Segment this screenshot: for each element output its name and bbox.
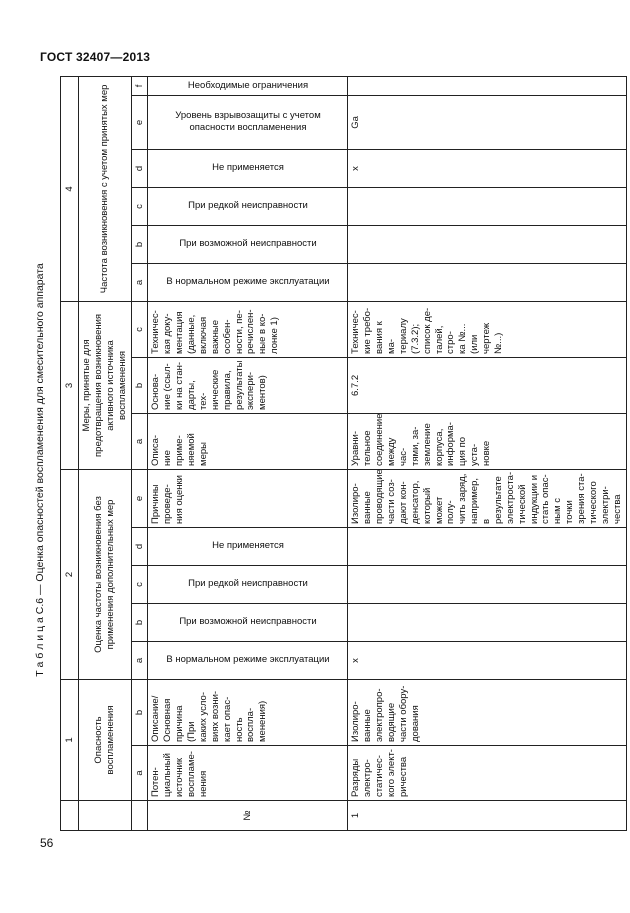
protection-level-header: Уровень взрывозащиты с учетом опасности воспламенения	[148, 95, 348, 149]
table-row	[348, 76, 626, 830]
normal-operation-header-after: В нормальном режиме эксплуатации	[148, 263, 348, 301]
column-letter: b	[131, 603, 148, 641]
measure-basis-header: Основа- ние (ссыл- ки на стан- дарты, тех- нические правила, результаты экспери- ментов)	[148, 357, 348, 413]
column-letter: a	[131, 641, 148, 679]
letter-row	[131, 76, 148, 830]
column-letter: b	[131, 679, 148, 745]
row-number: 1	[348, 801, 626, 831]
column-letter: a	[131, 263, 148, 301]
normal-operation-header: В нормальном режиме эксплуатации	[148, 641, 348, 679]
subheader-row	[148, 76, 348, 830]
rotated-table	[60, 80, 623, 831]
measure-basis-cell: 6.7.2	[348, 357, 626, 413]
column-letter: a	[131, 413, 148, 469]
blank-cell	[131, 801, 148, 831]
assessment-reasons-header: Причины проведе- ния оценки	[148, 469, 348, 527]
not-applicable-header: Не применяется	[148, 527, 348, 565]
description-cell: Изолиро- ванные электропро- водящие части обору- дования	[348, 679, 626, 745]
column-letter: b	[131, 225, 148, 263]
group-number-row	[61, 76, 79, 830]
measure-description-header: Описа- ние приме- няемой меры	[148, 413, 348, 469]
technical-docs-header: Техничес- кая доку- ментация (данные, включая важные особен- ности, пе- речислен- ные в ко- лонке 1)	[148, 301, 348, 357]
group-title: Меры, принятые для предотвращения возникновения активного источника воспламенения	[79, 301, 132, 469]
empty-cell	[348, 187, 626, 225]
empty-cell	[348, 565, 626, 603]
ignition-source-cell: Разряды электро- статичес- кого элект- ричества	[348, 746, 626, 801]
column-letter: d	[131, 149, 148, 187]
column-letter: c	[131, 301, 148, 357]
empty-cell	[348, 603, 626, 641]
expected-malfunction-header: При возможной неисправности	[148, 603, 348, 641]
empty-cell	[348, 263, 626, 301]
column-letter: c	[131, 565, 148, 603]
rare-malfunction-header: При редкой неисправности	[148, 565, 348, 603]
technical-docs-cell: Техничес- кие требо- вания к ма- териалу (7.3.2); список де- талей, стро- ка №...(или чертеж №...)	[348, 301, 626, 357]
group-title: Опасность воспламенения	[79, 679, 132, 800]
blank-cell	[61, 801, 79, 831]
ignition-hazard-table	[60, 76, 627, 831]
group-title-row	[79, 76, 132, 830]
column-letter: c	[131, 187, 148, 225]
column-letter: e	[131, 469, 148, 527]
rare-malfunction-header-after: При редкой неисправности	[148, 187, 348, 225]
measure-description-cell: Уравни- тельное соединение между час- тями, за- земление корпуса, информа- ция по уста- новке	[348, 413, 626, 469]
expected-malfunction-header-after: При возможной неисправности	[148, 225, 348, 263]
group-number: 2	[61, 469, 79, 679]
group-number: 4	[61, 76, 79, 301]
empty-cell	[348, 225, 626, 263]
empty-cell	[348, 527, 626, 565]
column-letter: b	[131, 357, 148, 413]
assessment-reasons-cell: Изолиро- ванные проводящие части соз- дают кон- денсатор, который может полу- чить заряд, например, в результате электроста- тической индукции и стать опас- ным с точки зрения ста- тического электри- чества	[348, 469, 626, 527]
rotated-table-stage	[60, 80, 623, 831]
not-applicable-header-after: Не применяется	[148, 149, 348, 187]
table-caption: Т а б л и ц а С.6 — Оценка опасностей воспламенения для смесительного аппарата	[34, 263, 46, 677]
column-letter: d	[131, 527, 148, 565]
protection-level-cell: Ga	[348, 95, 626, 149]
number-header: №	[148, 801, 348, 831]
not-applicable-mark: x	[348, 149, 626, 187]
group-title: Частота возникновения с учетом принятых мер	[79, 76, 132, 301]
group-title: Оценка частоты возникновения без применения дополнительных мер	[79, 469, 132, 679]
ignition-source-header: Потен- циальный источник воспламе- нения	[148, 746, 348, 801]
column-letter: e	[131, 95, 148, 149]
description-header: Описание/ Основная причина (При каких усло- виях возни- кает опас- ность воспла- менения)	[148, 679, 348, 745]
group-number: 3	[61, 301, 79, 469]
restrictions-header: Необходимые ограничения	[148, 76, 348, 95]
page-number: 56	[40, 836, 54, 850]
normal-operation-mark: x	[348, 641, 626, 679]
group-number: 1	[61, 679, 79, 800]
column-letter: a	[131, 746, 148, 801]
document-code: ГОСТ 32407—2013	[40, 50, 151, 64]
column-letter: f	[131, 76, 148, 95]
empty-cell	[348, 76, 626, 95]
blank-cell	[79, 801, 132, 831]
